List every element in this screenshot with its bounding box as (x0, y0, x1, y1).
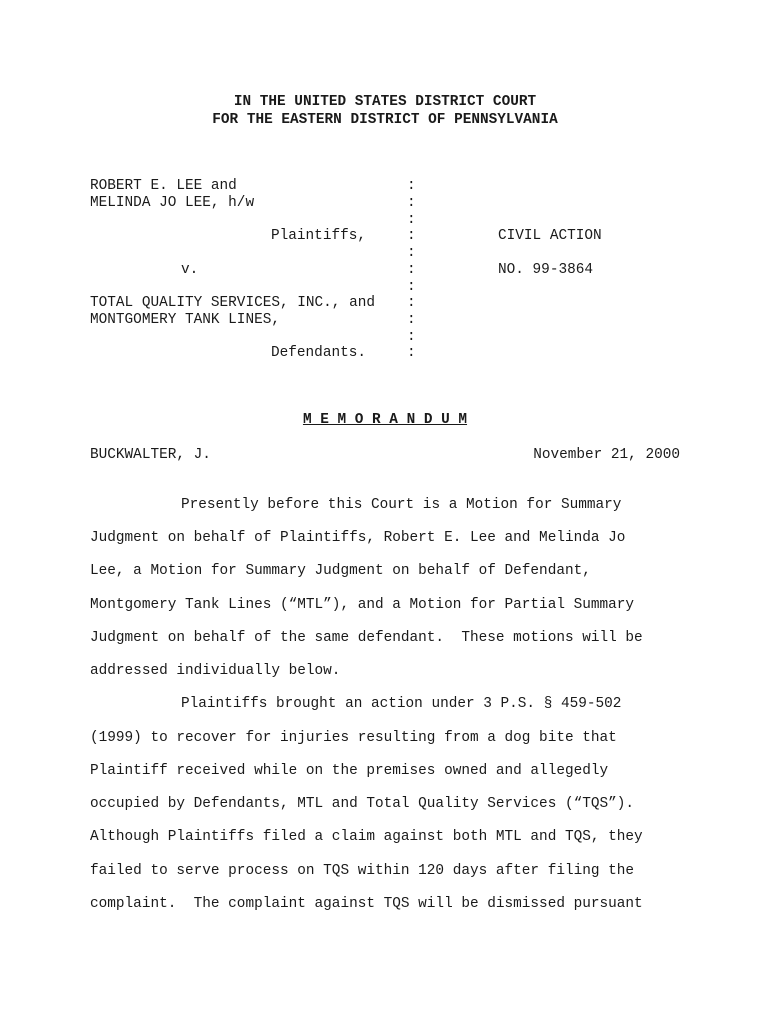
body-line: Lee, a Motion for Summary Judgment on behalf of Defendant, (90, 563, 591, 579)
caption-colon: : (407, 345, 416, 361)
body-line: occupied by Defendants, MTL and Total Quality Services (“TQS”). (90, 796, 635, 812)
case-number: NO. 99-3864 (498, 262, 593, 278)
caption-colon: : (407, 262, 416, 278)
plaintiff-name-line2: MELINDA JO LEE, h/w (90, 195, 255, 211)
court-header-line2: FOR THE EASTERN DISTRICT OF PENNSYLVANIA (212, 112, 558, 128)
caption-colon: : (407, 295, 416, 311)
court-header-line1: IN THE UNITED STATES DISTRICT COURT (233, 94, 537, 110)
caption-colon: : (407, 178, 416, 194)
body-line: Plaintiff received while on the premises owned and allegedly (90, 763, 609, 779)
plaintiffs-label: Plaintiffs, (271, 228, 366, 244)
memo-date: November 21, 2000 (533, 447, 680, 463)
caption-colon: : (407, 228, 416, 244)
body-line: Presently before this Court is a Motion for Summary (181, 497, 622, 513)
defendant-name-line1: TOTAL QUALITY SERVICES, INC., and (90, 295, 375, 311)
defendant-name-line2: MONTGOMERY TANK LINES, (90, 312, 280, 328)
caption-colon: : (407, 195, 416, 211)
caption-colon: : (407, 312, 416, 328)
caption-colon: : (407, 212, 416, 228)
body-line: addressed individually below. (90, 663, 341, 679)
civil-action-label: CIVIL ACTION (498, 228, 602, 244)
body-line: (1999) to recover for injuries resulting from a dog bite that (90, 730, 617, 746)
body-line: complaint. The complaint against TQS will be dismissed pursuant (90, 896, 643, 912)
body-line: Plaintiffs brought an action under 3 P.S. § 459-502 (181, 696, 622, 712)
caption-colon: : (407, 279, 416, 295)
defendants-label: Defendants. (271, 345, 366, 361)
plaintiff-name-line1: ROBERT E. LEE and (90, 178, 237, 194)
caption-colon: : (407, 245, 416, 261)
body-line: Judgment on behalf of Plaintiffs, Robert E. Lee and Melinda Jo (90, 530, 626, 546)
caption-colon: : (407, 329, 416, 345)
body-line: Judgment on behalf of the same defendant. These motions will be (90, 630, 643, 646)
versus-label: v. (181, 262, 199, 278)
memorandum-title: M E M O R A N D U M (302, 412, 468, 428)
body-line: Montgomery Tank Lines (“MTL”), and a Motion for Partial Summary (90, 597, 635, 613)
body-line: Although Plaintiffs filed a claim against both MTL and TQS, they (90, 829, 643, 845)
judge-name: BUCKWALTER, J. (90, 447, 211, 463)
body-line: failed to serve process on TQS within 120 days after filing the (90, 863, 635, 879)
